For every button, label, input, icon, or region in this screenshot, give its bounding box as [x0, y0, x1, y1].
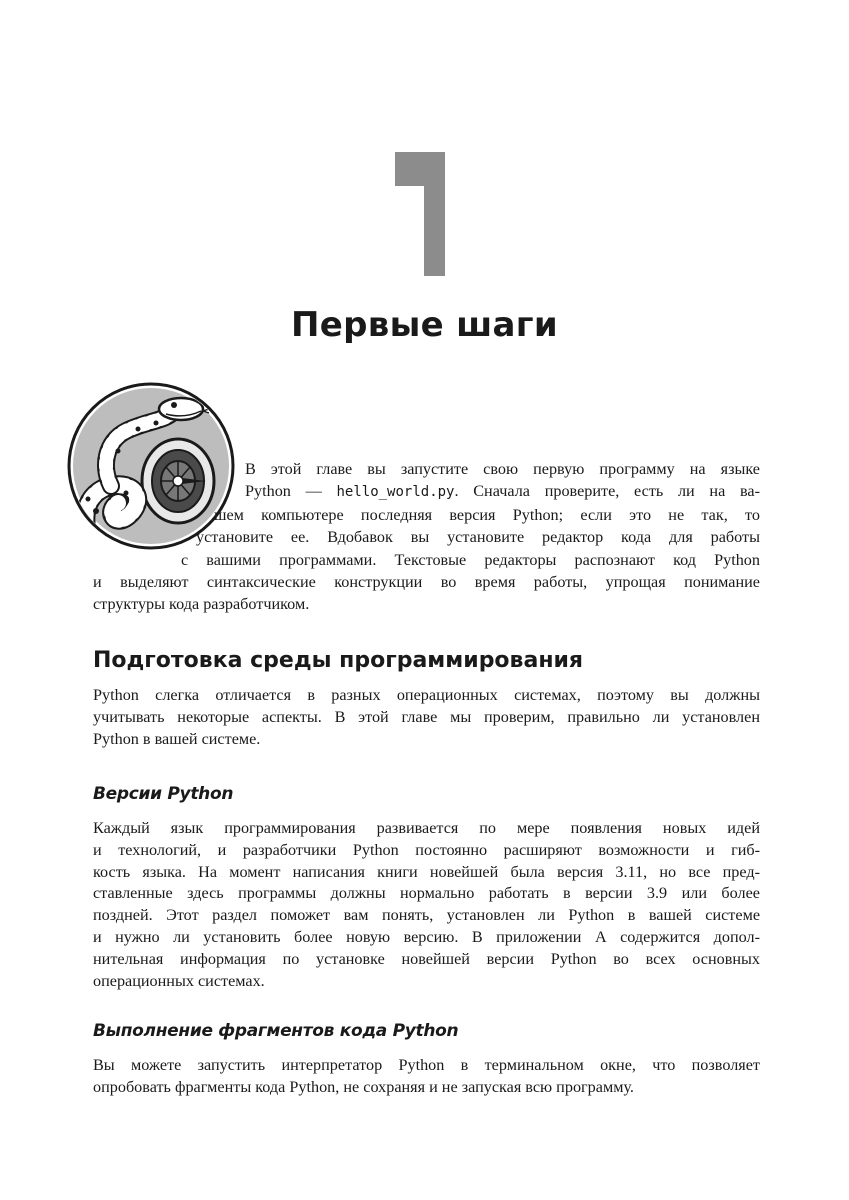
- intro-line: шем компьютере последняя версия Python; если это не так, то: [214, 505, 760, 524]
- chapter-intro: [93, 458, 760, 616]
- chapter-number: [395, 152, 450, 276]
- section-paragraph: [93, 685, 760, 750]
- paragraph-line: Вы можете запустить интерпретатор Python в терминальном окне, что позволяет: [93, 1056, 760, 1074]
- intro-line: с вашими программами. Текстовые редакторы распознают код Python: [181, 550, 760, 569]
- section-heading: Подготовка среды программирования: [93, 648, 584, 673]
- intro-text: . Сначала проверите, есть ли на ва-: [454, 482, 760, 501]
- paragraph-line: нительная информация по установке новейшей версии Python во всех основных: [93, 949, 760, 968]
- paragraph-line: и нужно ли установить более новую версию. В приложении А содержится допол-: [93, 927, 760, 946]
- intro-line: установите ее. Вдобавок вы установите редактор кода для работы: [196, 528, 760, 547]
- chapter-title: Первые шаги: [291, 305, 558, 345]
- paragraph-line: Python в вашей системе.: [93, 729, 261, 748]
- chapter-number-glyph: [395, 152, 450, 276]
- paragraph-line: поздней. Этот раздел поможет вам понять, установлен ли Python в вашей системе: [93, 906, 760, 925]
- snippets-paragraph: [93, 1055, 760, 1099]
- intro-line: В этой главе вы запустите свою первую программу на языке: [245, 460, 760, 478]
- inline-code: hello_world.py: [336, 484, 455, 501]
- intro-line: структуры кода разработчиком.: [93, 595, 310, 614]
- paragraph-line: и технологий, и разработчики Python постоянно расширяют возможности и гиб-: [93, 840, 760, 859]
- paragraph-line: операционных системах.: [93, 971, 265, 990]
- paragraph-line: Каждый язык программирования развивается по мере появления новых идей: [93, 819, 760, 837]
- subsection-heading-snippets: Выполнение фрагментов кода Python: [93, 1021, 459, 1041]
- paragraph-line: учитывать некоторые аспекты. В этой главе мы проверим, правильно ли установлен: [93, 707, 760, 726]
- paragraph-line: кость языка. На момент написания книги новейшей была версия 3.11, но все пред-: [93, 862, 760, 881]
- intro-line: [93, 480, 760, 503]
- paragraph-line: ставленные здесь программы должны нормально работать в версии 3.9 или более: [93, 884, 760, 903]
- intro-text: Python —: [245, 482, 337, 501]
- paragraph-line: опробовать фрагменты кода Python, не сохраняя и не запуская всю программу.: [93, 1077, 634, 1096]
- intro-line: и выделяют синтаксические конструкции во время работы, упрощая понимание: [93, 573, 760, 592]
- versions-paragraph: [93, 818, 760, 992]
- paragraph-line: Python слегка отличается в разных операционных системах, поэтому вы должны: [93, 686, 760, 704]
- subsection-heading-versions: Версии Python: [93, 784, 234, 804]
